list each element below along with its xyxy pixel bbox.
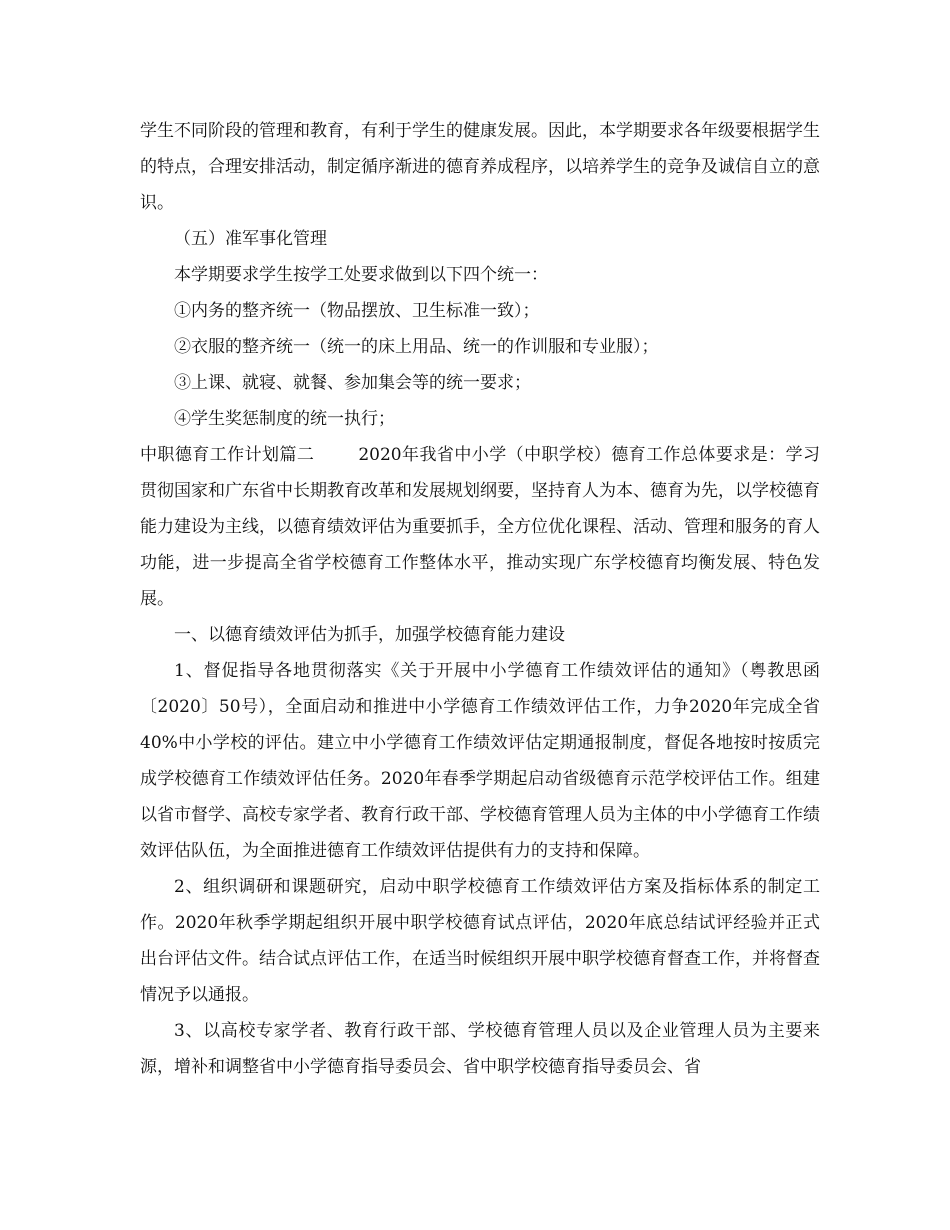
list-item-4: ④学生奖惩制度的统一执行； <box>174 409 395 429</box>
document-body <box>140 113 820 1085</box>
list-item-2: ②衣服的整齐统一（统一的床上用品、统一的作训服和专业服）； <box>174 337 659 357</box>
paragraph-item-1: 1、督促指导各地贯彻落实《关于开展中小学德育工作绩效评估的通知》（粤教思函〔2020〕50号），全面启动和推进中小学德育工作绩效评估工作，力争2020年完成全省40%中小学校的评估。建立中小学德育工作绩效评估定期通报制度，督促各地按时按质完成学校德育工作绩效评估任务。2020年春季学期起启动省级德育示范学校评估工作。组建以省市督学、高校专家学者、教育行政干部、学校德育管理人员为主体的中小学德育工作绩效评估队伍，为全面推进德育工作绩效评估提供有力的支持和保障。 <box>140 661 820 861</box>
section-heading-1: 一、以德育绩效评估为抓手，加强学校德育能力建设 <box>174 625 565 645</box>
plan-two-text: 2020年我省中小学（中职学校）德育工作总体要求是：学习贯彻国家和广东省中长期教育改革和发展规划纲要，坚持育人为本、德育为先，以学校德育能力建设为主线，以德育绩效评估为重要抓手，全方位优化课程、活动、管理和服务的育人功能，进一步提高全省学校德育工作整体水平，推动实现广东学校德育均衡发展、特色发展。 <box>140 445 821 609</box>
paragraph-1: 学生不同阶段的管理和教育，有利于学生的健康发展。因此，本学期要求各年级要根据学生的特点，合理安排活动，制定循序渐进的德育养成程序，以培养学生的竞争及诚信自立的意识。 <box>140 121 820 213</box>
paragraph-plan-two <box>140 437 820 617</box>
paragraph-intro-unifications: 本学期要求学生按学工处要求做到以下四个统一： <box>174 265 548 285</box>
plan-two-heading: 中职德育工作计划篇二 <box>140 445 315 465</box>
list-item-3: ③上课、就寝、就餐、参加集会等的统一要求； <box>174 373 531 393</box>
list-item-1: ①内务的整齐统一（物品摆放、卫生标准一致）； <box>174 301 540 321</box>
paragraph-item-2: 2、组织调研和课题研究，启动中职学校德育工作绩效评估方案及指标体系的制定工作。2020年秋季学期起组织开展中职学校德育试点评估，2020年底总结试评经验并正式出台评估文件。结合试点评估工作，在适当时候组织开展中职学校德育督查工作，并将督查情况予以通报。 <box>140 877 820 1005</box>
section-heading-5: （五）准军事化管理 <box>174 229 327 249</box>
paragraph-item-3: 3、以高校专家学者、教育行政干部、学校德育管理人员以及企业管理人员为主要来源，增补和调整省中小学德育指导委员会、省中职学校德育指导委员会、省 <box>140 1021 820 1077</box>
